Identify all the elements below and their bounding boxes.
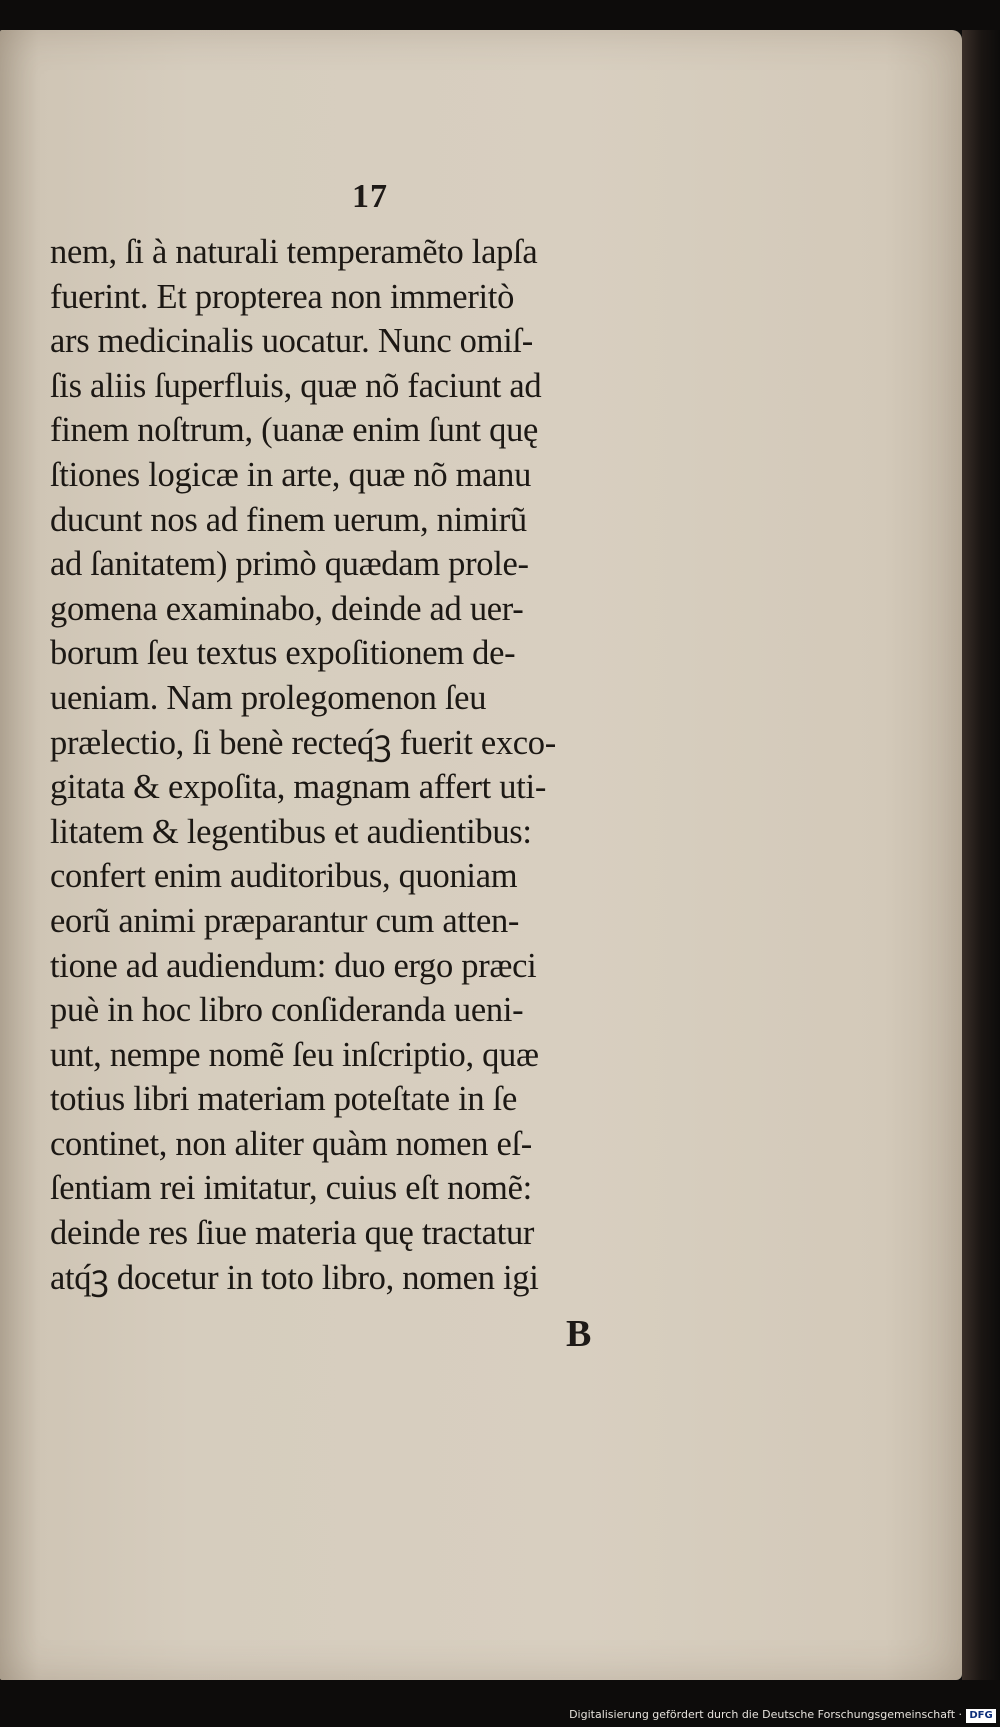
- text-line: ducunt nos ad finem uerum, nimirũ: [50, 500, 527, 539]
- text-line: ueniam. Nam prolegomenon ſeu: [50, 678, 487, 717]
- text-line: confert enim auditoribus, quoniam: [50, 857, 518, 896]
- text-line: atq́ꝫ docetur in toto libro, nomen igi: [50, 1258, 539, 1297]
- text-line: fuerint. Et propterea non immeritò: [50, 277, 515, 316]
- footer-credit: Digitalisierung gefördert durch die Deutsche Forschungsgemeinschaft ·: [569, 1708, 962, 1721]
- signature-mark: B: [566, 1313, 592, 1355]
- text-line: ſtiones logicæ in arte, quæ nõ manu: [50, 455, 532, 494]
- text-line: deinde res ſiue materia quę tractatur: [50, 1214, 535, 1253]
- page-text: [50, 230, 690, 1300]
- text-line: litatem & legentibus et audientibus:: [50, 812, 532, 851]
- text-line: puè in hoc libro conſideranda ueni-: [50, 991, 524, 1030]
- page-number: 17: [352, 178, 388, 215]
- text-line: gomena examinabo, deinde ad uer-: [50, 589, 524, 628]
- text-line: nem, ſi à naturali temperamẽto lapſa: [50, 233, 538, 271]
- text-line: ſentiam rei imitatur, cuius eſt nomẽ:: [50, 1169, 532, 1208]
- text-line: borum ſeu textus expoſitionem de-: [50, 634, 516, 673]
- book-page: [0, 30, 962, 1680]
- text-line: ad ſanitatem) primò quædam prole-: [50, 545, 529, 584]
- text-line: ars medicinalis uocatur. Nunc omiſ-: [50, 322, 533, 361]
- text-line: tione ad audiendum: duo ergo præci: [50, 946, 537, 985]
- text-line: finem noſtrum, (uanæ enim ſunt quę: [50, 411, 539, 450]
- text-line: eorũ animi præparantur cum atten-: [50, 901, 520, 940]
- dfg-logo: DFG: [966, 1709, 996, 1723]
- text-line: prælectio, ſi benè recteq́ꝫ fuerit exco-: [50, 723, 556, 762]
- text-line: ſis aliis ſuperfluis, quæ nõ faciunt ad: [50, 366, 542, 405]
- text-line: continet, non aliter quàm nomen eſ-: [50, 1124, 532, 1163]
- text-line: unt, nempe nomẽ ſeu inſcriptio, quæ: [50, 1035, 539, 1074]
- page-edge: [962, 30, 1000, 1680]
- digitization-footer: [0, 1705, 1000, 1727]
- text-line: totius libri materiam poteſtate in ſe: [50, 1080, 517, 1119]
- text-line: gitata & expoſita, magnam affert uti-: [50, 768, 547, 807]
